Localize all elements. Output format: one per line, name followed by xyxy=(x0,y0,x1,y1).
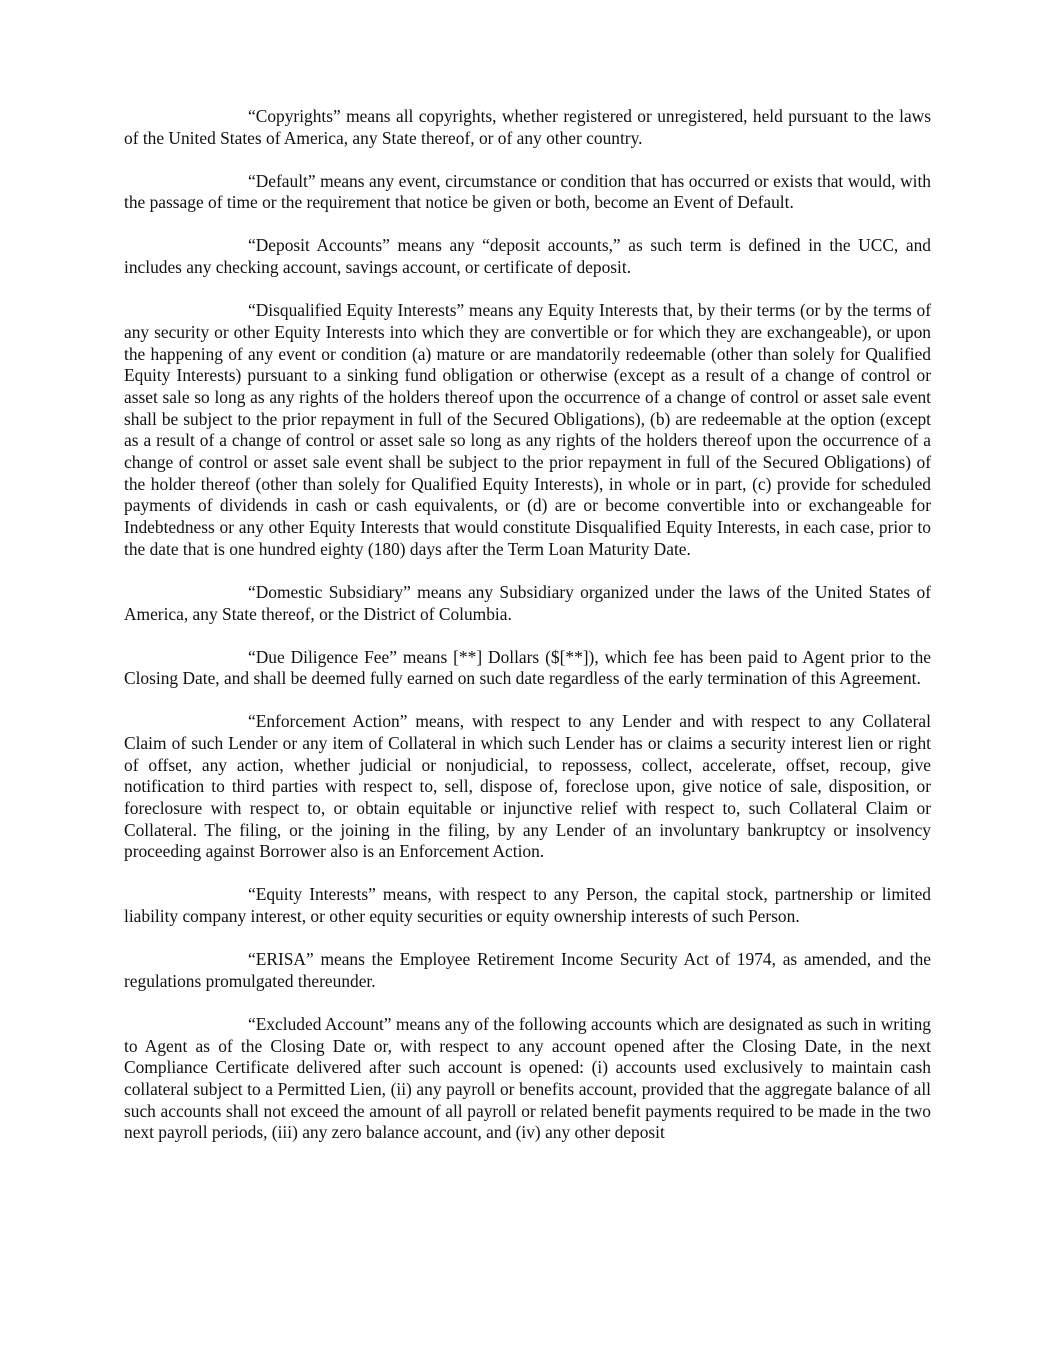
definition-copyrights: “Copyrights” means all copyrights, whether registered or unregistered, held pursuant to the laws of the United States of America, any State thereof, or of any other country. xyxy=(124,106,931,148)
document-page xyxy=(124,106,931,1144)
definition-equity-interests: “Equity Interests” means, with respect to any Person, the capital stock, partnership or limited liability company interest, or other equity securities or equity ownership interests of such Person. xyxy=(124,884,931,927)
definition-domestic-subsidiary: “Domestic Subsidiary” means any Subsidiary organized under the laws of the United States of America, any State thereof, or the District of Columbia. xyxy=(124,581,931,624)
definition-disqualified-equity-interests: “Disqualified Equity Interests” means any Equity Interests that, by their terms (or by the terms of any security or other Equity Interests into which they are convertible or for which they are exchangeable), or upon the happening of any event or condition (a) mature or are mandatorily redeemable (other than solely for Qualified Equity Interests) pursuant to a sinking fund obligation or otherwise (except as a result of a change of control or asset sale so long as any rights of the holders thereof upon the occurrence of a change of control or asset sale event shall be subject to the prior repayment in full of the Secured Obligations), (b) are redeemable at the option (except as a result of a change of control or asset sale so long as any rights of the holders thereof upon the occurrence of a change of control or asset sale event shall be subject to the prior repayment in full of the Secured Obligations) of the holder thereof (other than solely for Qualified Equity Interests), in whole or in part, (c) provide for scheduled payments of dividends in cash or cash equivalents, or (d) are or become convertible into or exchangeable for Indebtedness or any other Equity Interests that would constitute Disqualified Equity Interests, in each case, prior to the date that is one hundred eighty (180) days after the Term Loan Maturity Date. xyxy=(124,300,931,559)
definition-enforcement-action: “Enforcement Action” means, with respect to any Lender and with respect to any Collateral Claim of such Lender or any item of Collateral in which such Lender has or claims a security interest lien or right of offset, any action, whether judicial or nonjudicial, to repossess, collect, accelerate, offset, recoup, give notification to third parties with respect to, sell, dispose of, foreclose upon, give notice of sale, disposition, or foreclosure with respect to, or obtain equitable or injunctive relief with respect to, such Collateral Claim or Collateral. The filing, or the joining in the filing, by any Lender of an involuntary bankruptcy or insolvency proceeding against Borrower also is an Enforcement Action. xyxy=(124,711,931,862)
definition-deposit-accounts: “Deposit Accounts” means any “deposit accounts,” as such term is defined in the UCC, and includes any checking account, savings account, or certificate of deposit. xyxy=(124,235,931,278)
definition-excluded-account: “Excluded Account” means any of the following accounts which are designated as such in writing to Agent as of the Closing Date or, with respect to any account opened after the Closing Date, in the next Compliance Certificate delivered after such account is opened: (i) accounts used exclusively to maintain cash collateral subject to a Permitted Lien, (ii) any payroll or benefits account, provided that the aggregate balance of all such accounts shall not exceed the amount of all payroll or related benefit payments required to be made in the two next payroll periods, (iii) any zero balance account, and (iv) any other deposit xyxy=(124,1013,931,1143)
definition-erisa: “ERISA” means the Employee Retirement Income Security Act of 1974, as amended, and the regulations promulgated thereunder. xyxy=(124,949,931,991)
definition-default: “Default” means any event, circumstance or condition that has occurred or exists that would, with the passage of time or the requirement that notice be given or both, become an Event of Default. xyxy=(124,170,931,213)
definition-due-diligence-fee: “Due Diligence Fee” means [**] Dollars ($[**]), which fee has been paid to Agent prior to the Closing Date, and shall be deemed fully earned on such date regardless of the early termination of this Agreement. xyxy=(124,646,931,689)
